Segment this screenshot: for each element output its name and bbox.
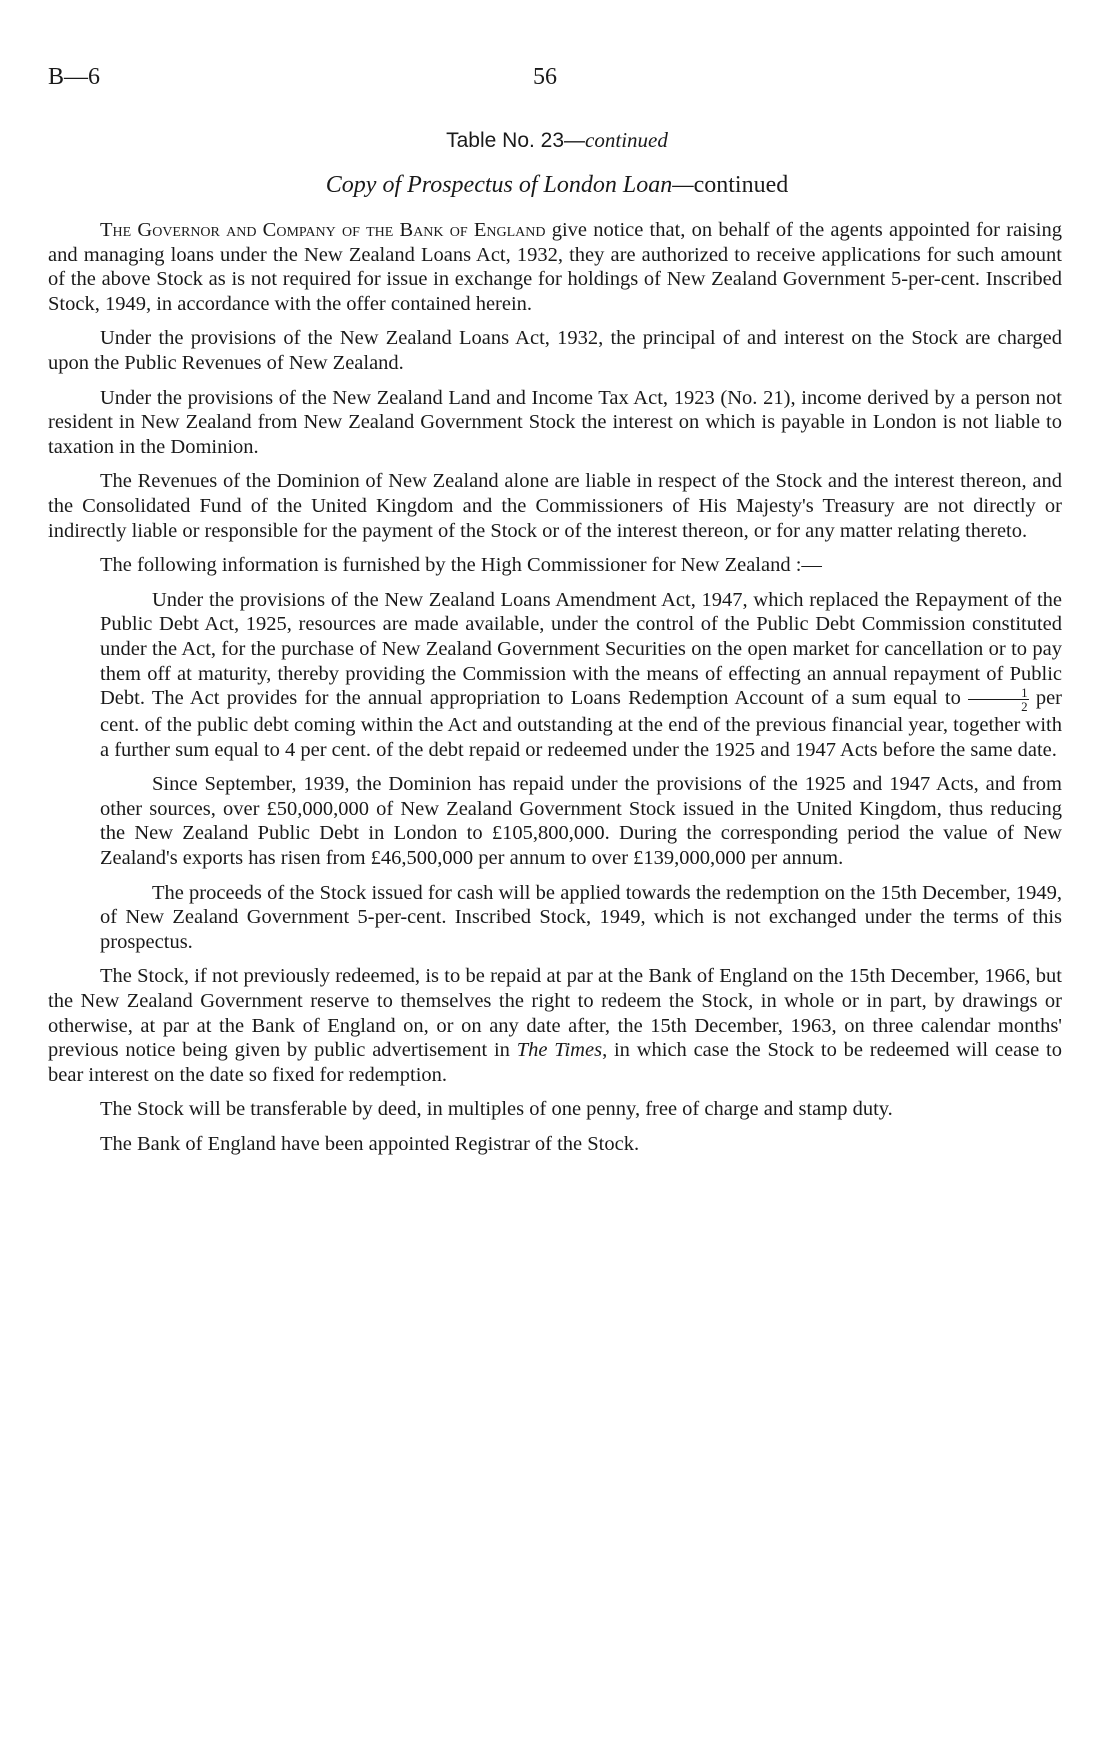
quote-repayment: Since September, 1939, the Dominion has repaid under the provisions of the 1925 and 1947 Acts, and from other sources, over £50,000,000 of New Zealand Government Stock issued in the United Kingdom, thus reducing the New Zealand Public Debt in London to £105,800,000. During the corresponding period the value of New Zealand's exports has risen from £46,500,000 per annum to over £139,000,000 per annum. <box>100 773 1062 870</box>
paragraph-registrar: The Bank of England have been appointed Registrar of the Stock. <box>100 1133 640 1155</box>
quote-loans-amendment <box>100 588 1062 763</box>
paragraph-loans-act: Under the provisions of the New Zealand Loans Act, 1932, the principal of and interest on the Stock are charged upon the Public Revenues of New Zealand. <box>48 327 1062 374</box>
page-reference: B—6 <box>48 64 101 90</box>
notice-text: give notice that, on behalf of the agents appointed for raising and managing loans under the New Zealand Loans Act, 1932, they are authorized to receive applications for such amount of the above Stock as is not required for issue in exchange for holdings of New Zealand Government 5-per-cent. Inscribed Stock, 1949, in accordance with the offer contained herein. <box>48 219 1062 315</box>
fraction-denominator: 2 <box>1021 699 1028 715</box>
fraction-half <box>968 686 1029 713</box>
subheading-continued: continued <box>693 172 789 198</box>
paragraph-tax-act: Under the provisions of the New Zealand Land and Income Tax Act, 1923 (No. 21), income derived by a person not resident in New Zealand from New Zealand Government Stock the interest on which is payable in London is not liable to taxation in the Dominion. <box>48 386 1062 458</box>
newspaper-title: The Times <box>516 1039 603 1062</box>
page-number: 56 <box>533 64 557 90</box>
paragraph-notice <box>48 218 1062 316</box>
table-continued: continued <box>585 128 668 152</box>
subheading-title: Copy of Prospectus of London Loan— <box>325 172 694 198</box>
paragraph-high-commissioner: The following information is furnished by the High Commissioner for New Zealand :— <box>100 554 822 577</box>
paragraph-transfer: The Stock will be transferable by deed, in multiples of one penny, free of charge and stamp duty. <box>100 1098 893 1121</box>
paragraph-redemption <box>48 964 1062 1087</box>
table-label: Table No. 23— <box>446 129 586 152</box>
document-body <box>48 218 1062 1167</box>
redemption-text-a: The Stock, if not previously redeemed, is to be repaid at par at the Bank of England on the 15th December, 1966, but the New Zealand Government reserve to themselves the right to redeem the Stock, in whole or in part, by drawings or otherwise, at par at the Bank of England on, or on any date after, the 15th December, 1963, on three calendar months' previous notice being given by public advertisement in <box>48 965 1062 1062</box>
quote-text-a: Under the provisions of the New Zealand Loans Amendment Act, 1947, which replaced the Repayment of the Public Debt Act, 1925, resources are made available, under the control of the Public Debt Commission constituted under the Act, for the purchase of New Zealand Government Securities on the open market for cancellation or to pay them off at maturity, thereby providing the Commission with the means of effecting an annual repayment of Public Debt. The Act provides for the annual appropriation to Loans Redemption Account of a sum equal to <box>100 588 1062 710</box>
redemption-text-b: , in which case the Stock to be redeemed will cease to bear interest on the date so fixed for redemption. <box>48 1039 1063 1086</box>
paragraph-revenues: The Revenues of the Dominion of New Zealand alone are liable in respect of the Stock and the interest thereon, and the Consolidated Fund of the United Kingdom and the Commissioners of His Majesty's Treasury are not directly or indirectly liable or responsible for the payment of the Stock or of the interest thereon, or for any matter relating thereto. <box>48 470 1062 542</box>
subheading <box>0 172 1114 199</box>
table-heading <box>0 128 1114 153</box>
quote-text-b: per cent. of the public debt coming within the Act and outstanding at the end of the previous financial year, together with a further sum equal to 4 per cent. of the debt repaid or redeemed under the 1925 and 1947 Acts before the same date. <box>100 687 1063 761</box>
bank-name: The Governor and Company of the Bank of England <box>100 219 546 241</box>
fraction-numerator: 1 <box>968 686 1029 700</box>
paragraph-proceeds: The proceeds of the Stock issued for cash will be applied towards the redemption on the 15th December, 1949, of New Zealand Government 5-per-cent. Inscribed Stock, 1949, which is not exchanged under the terms of this prospectus. <box>100 881 1062 953</box>
